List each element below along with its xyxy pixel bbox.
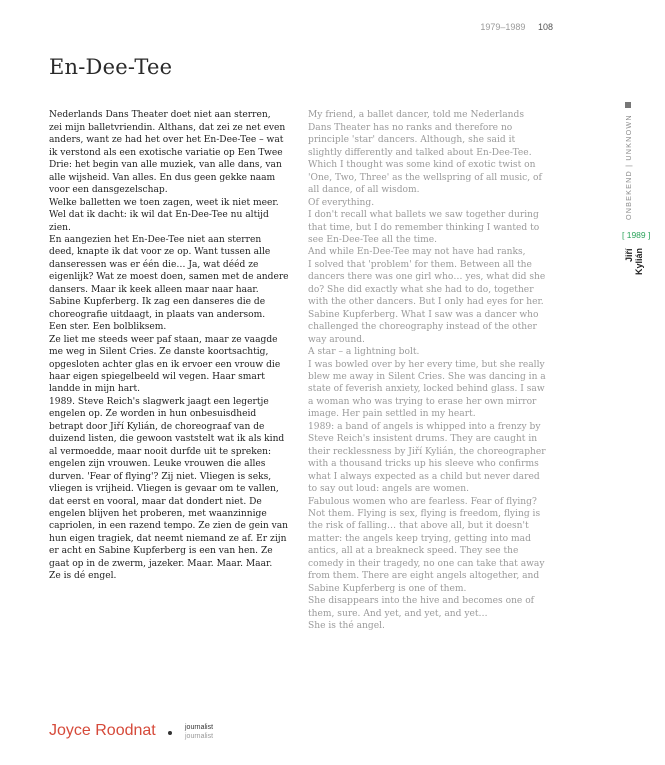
square-icon: [626, 102, 632, 108]
dutch-text-column: [49, 97, 289, 595]
sidebar-label-text: ONBEKEND | UNKNOWN: [624, 114, 633, 220]
english-text: My friend, a ballet dancer, told me Nederlands Dans Theater has no ranks and therefore no principle 'star' dancers. Although, she said it slightly differently and talked about En-Dee-Tee. Which I thought was some kind of exotic twist on 'One, Two, Three' as the wellspring of all music, of all dance, of all wisdom. Of everything. I don't recall what ballets we saw together during that time, but I do remember thinking I wanted to see En-Dee-Tee all the time. And while En-Dee-Tee may not have had ranks, I solved that 'problem' for them. Between all the dancers there was one girl who… yes, what did she do? She did exactly what she had to do, together with the other dancers. But I only had eyes for her. Sabine Kupferberg. What I saw was a dancer who challenged the choreography instead of the other way around. A star – a lightning bolt. I was bowled over by her every time, but she really blew me away in Silent Cries. She was dancing in a state of feverish anxiety, locked behind glass. I saw a woman who was trying to erase her own mirror image. Her pain settled in my heart. 1989: a band of angels is whipped into a frenzy by Steve Reich's insistent drums. They are caught in their recklessness by Jiří Kylián, the choreographer with a thousand tricks up his sleeve who confirms what I always expected as a child but never dared to say out loud: angels are women. Fabulous women who are fearless. Fear of flying? Not them. Flying is sex, flying is freedom, flying is the risk of falling… that above all, but it doesn't matter: the angels keep trying, getting into mad antics, all at a breakneck speed. They see the comedy in their tragedy, no one can take that away from them. There are eight angels altogether, and Sabine Kupferberg is one of them. She disappears into the hive and becomes one of them, sure. And yet, and yet, and yet… She is thé angel.: [308, 110, 546, 632]
page-number: 108: [537, 22, 553, 32]
article-title: En-Dee-Tee: [49, 55, 173, 79]
author-role-nl: journalist: [185, 724, 214, 731]
bullet-icon: [168, 731, 172, 735]
author-roles: [185, 723, 213, 741]
sidebar-choreographer-name: Jiří Kylián: [624, 248, 644, 276]
sidebar-label: [624, 102, 633, 230]
dutch-text: Nederlands Dans Theater doet niet aan sterren, zei mijn balletvriendin. Althans, dat zei ze net even anders, want ze had het over het En-Dee-Tee – wat ik verstond als een exotische variatie op Een Twee Drie: het begin van alle muziek, van alle dans, van alle wijsheid. Van alles. En dus geen gekke naam voor een dansgezelschap. Welke balletten we toen zagen, weet ik niet meer. Wel dat ik dacht: ik wil dat En-Dee-Tee nu altijd zien. En aangezien het En-Dee-Tee niet aan sterren deed, knapte ik dat voor ze op. Want tussen alle danseressen was er één die… Ja, wat dééd ze eigenlijk? Wat ze moest doen, samen met de andere dansers. Maar ik keek alleen maar naar haar. Sabine Kupferberg. Ik zag een danseres die de choreografie uitdaagt, in plaats van andersom. Een ster. Een bolbliksem. Ze liet me steeds weer paf staan, maar ze vaagde me weg in Silent Cries. Ze danste koortsachtig, opgesloten achter glas en ik ervoer een vrouw die haar eigen spiegelbeeld wil vegen. Haar smart landde in mijn hart. 1989. Steve Reich's slagwerk jaagt een legertje engelen op. Ze worden in hun onbesuisdheid betrapt door Jiří Kylián, de choreograaf van de duizend listen, die gewoon vaststelt wat ik als kind al vermoedde, maar nooit durfde uit te spreken: engelen zijn vrouwen. Leuke vrouwen die alles durven. 'Fear of flying'? Zij niet. Vliegen is seks, vliegen is vrijheid. Vliegen is gevaar om te vallen, dat eerst en vooral, maar dat dondert niet. De engelen blijven het proberen, met waanzinnige capriolen, in een razend tempo. Ze zien de gein van hun eigen tragiek, dat neemt niemand ze af. Er zijn er acht en Sabine Kupferberg is een van hen. Ze gaat op in de zwerm, jazeker. Maar. Maar. Maar. Ze is dé engel.: [49, 110, 289, 582]
sidebar-year: [ 1989 ]: [622, 230, 651, 240]
year-range: 1979–1989: [480, 22, 526, 32]
english-text-column: [308, 97, 550, 645]
author-role-en: journalist: [185, 733, 214, 740]
author-name: Joyce Roodnat: [49, 722, 156, 739]
running-head: [480, 22, 553, 32]
